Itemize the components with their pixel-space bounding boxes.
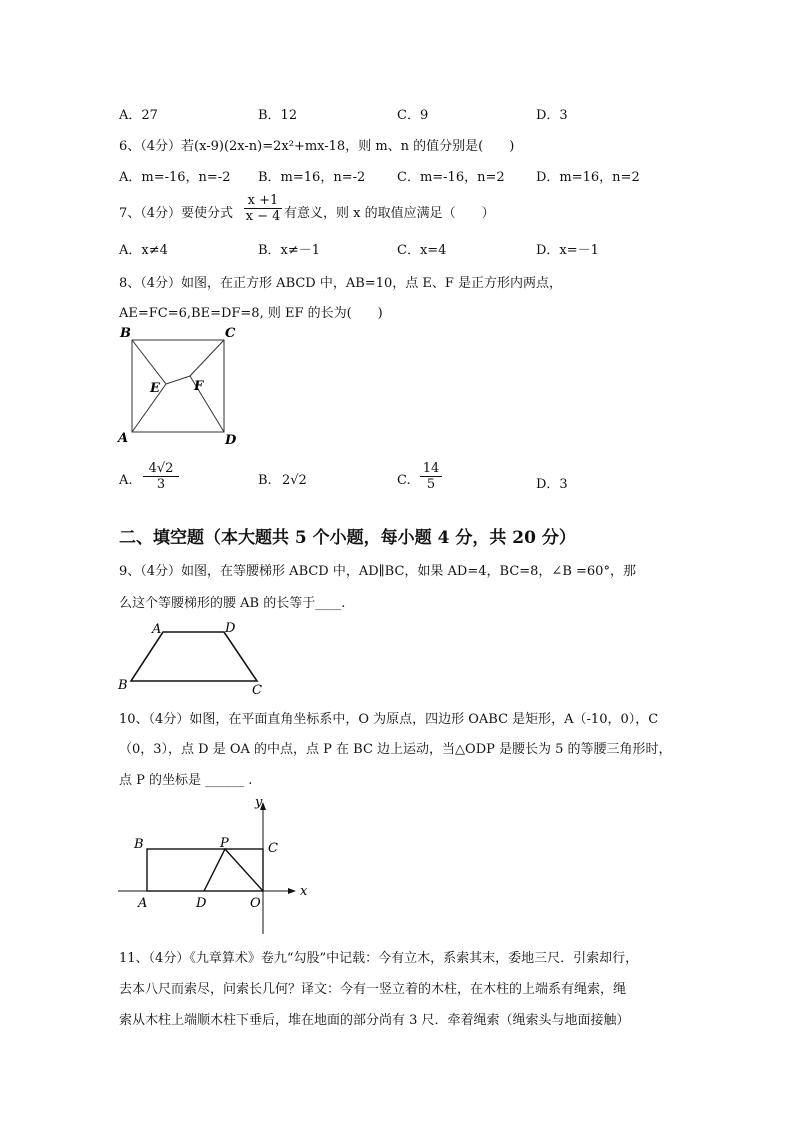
q8-label-d: D bbox=[225, 433, 237, 448]
q5-option-c: C．9 bbox=[397, 108, 429, 123]
q7-option-a: A．x≠4 bbox=[119, 243, 168, 258]
q5-option-b: B．12 bbox=[258, 108, 298, 123]
q10-stem-line1: 10、（4分）如图，在平面直角坐标系中，O 为原点，四边形 OABC 是矩形，A（-10，0），C bbox=[119, 712, 659, 727]
q8-option-c-fraction bbox=[420, 461, 442, 492]
q8-option-a-denominator: 3 bbox=[156, 477, 166, 492]
q10-stem-line2: （0，3），点 D 是 OA 的中点，点 P 在 BC 边上运动，当△ODP 是腰长为 5 的等腰三角形时， bbox=[119, 742, 672, 757]
q10-coordinate-figure bbox=[112, 790, 322, 940]
q11-stem-line1: 11、（4分）《九章算术》卷九“勾股”中记载：今有立木，系索其末，委地三尺．引索却行， bbox=[119, 951, 639, 966]
q10-label-b: B bbox=[134, 837, 144, 852]
q8-stem-line2: AE=FC=6,BE=DF=8, 则 EF 的长为( ) bbox=[119, 306, 383, 321]
q7-option-c: C．x=4 bbox=[397, 243, 447, 258]
q9-label-d: D bbox=[225, 621, 236, 636]
q9-stem-line2: 么这个等腰梯形的腰 AB 的长等于____. bbox=[119, 596, 346, 611]
q10-label-p: P bbox=[220, 836, 229, 851]
q10-label-o: O bbox=[250, 896, 261, 911]
q8-label-b: B bbox=[120, 326, 131, 341]
q7-fraction-denominator: x − 4 bbox=[245, 209, 281, 224]
q8-label-c: C bbox=[225, 326, 236, 341]
q9-trapezoid bbox=[131, 632, 257, 681]
q8-label-f: F bbox=[194, 379, 204, 394]
q6-option-d: D．m=16，n=2 bbox=[536, 170, 640, 185]
q6-option-c: C．m=-16，n=2 bbox=[397, 170, 505, 185]
q8-option-d: D．3 bbox=[536, 477, 568, 492]
q6-stem: 6、（4分）若(x-9)(2x-n)=2x²+mx-18，则 m、n 的值分别是( ) bbox=[119, 139, 515, 154]
q7-fraction-numerator: x +1 bbox=[244, 193, 282, 209]
q10-triangle-odp bbox=[204, 849, 263, 891]
q8-stem-line1: 8、（4分）如图，在正方形 ABCD 中，AB=10，点 E、F 是正方形内两点， bbox=[119, 276, 563, 291]
q9-stem-line1: 9、（4分）如图，在等腰梯形 ABCD 中，AD∥BC，如果 AD=4，BC=8，∠B =60°，那 bbox=[119, 564, 636, 579]
q9-label-b: B bbox=[118, 678, 128, 693]
q6-option-a: A．m=-16，n=-2 bbox=[119, 170, 231, 185]
q9-label-c: C bbox=[252, 683, 262, 698]
q8-square-figure bbox=[112, 322, 242, 448]
q6-option-b: B．m=16，n=-2 bbox=[258, 170, 366, 185]
q10-label-c: C bbox=[268, 841, 278, 856]
q8-segment-ae-be bbox=[132, 340, 166, 432]
q8-label-a: A bbox=[118, 431, 129, 446]
q8-square bbox=[132, 340, 224, 432]
q8-option-b-value: 2√2 bbox=[282, 473, 307, 488]
q5-option-a: A．27 bbox=[119, 108, 158, 123]
q7-option-d: D．x=－1 bbox=[536, 243, 599, 258]
q9-label-a: A bbox=[152, 622, 162, 637]
q8-option-c-denominator: 5 bbox=[426, 477, 436, 492]
q10-label-a: A bbox=[138, 896, 148, 911]
q7-option-b: B．x≠－1 bbox=[258, 243, 321, 258]
q10-label-x: x bbox=[300, 884, 308, 899]
q7-stem-prefix: 7、（4分）要使分式 bbox=[119, 206, 234, 221]
q10-stem-line3: 点 P 的坐标是 ______ . bbox=[119, 773, 253, 788]
q7-fraction bbox=[244, 193, 282, 224]
q8-option-b-label: B. bbox=[258, 473, 272, 488]
q11-stem-line3: 索从木柱上端顺木柱下垂后，堆在地面的部分尚有 3 尺．牵着绳索（绳索头与地面接触） bbox=[119, 1013, 630, 1028]
q8-option-c-label: C. bbox=[397, 473, 411, 488]
q8-option-a-fraction bbox=[143, 461, 179, 492]
q10-label-y: y bbox=[255, 795, 263, 810]
q5-option-d: D．3 bbox=[536, 108, 568, 123]
q8-option-c-numerator: 14 bbox=[420, 461, 442, 477]
q10-label-d: D bbox=[196, 896, 207, 911]
section-heading: 二、填空题（本大题共 5 个小题，每小题 4 分，共 20 分） bbox=[119, 528, 576, 548]
q7-stem-suffix: 有意义，则 x 的取值应满足（ ） bbox=[284, 206, 495, 221]
q10-x-axis-arrow bbox=[288, 888, 296, 894]
q8-segment-ef bbox=[166, 376, 190, 384]
q9-trapezoid-figure bbox=[112, 618, 272, 698]
q11-stem-line2: 去本八尺而索尽，问索长几何？译文：今有一竖立着的木柱，在木柱的上端系有绳索，绳 bbox=[119, 982, 627, 997]
q8-option-a-numerator: 4√2 bbox=[143, 461, 179, 477]
q10-rectangle-oabc bbox=[147, 849, 263, 891]
q8-option-a-label: A. bbox=[119, 473, 133, 488]
q8-label-e: E bbox=[150, 381, 160, 396]
